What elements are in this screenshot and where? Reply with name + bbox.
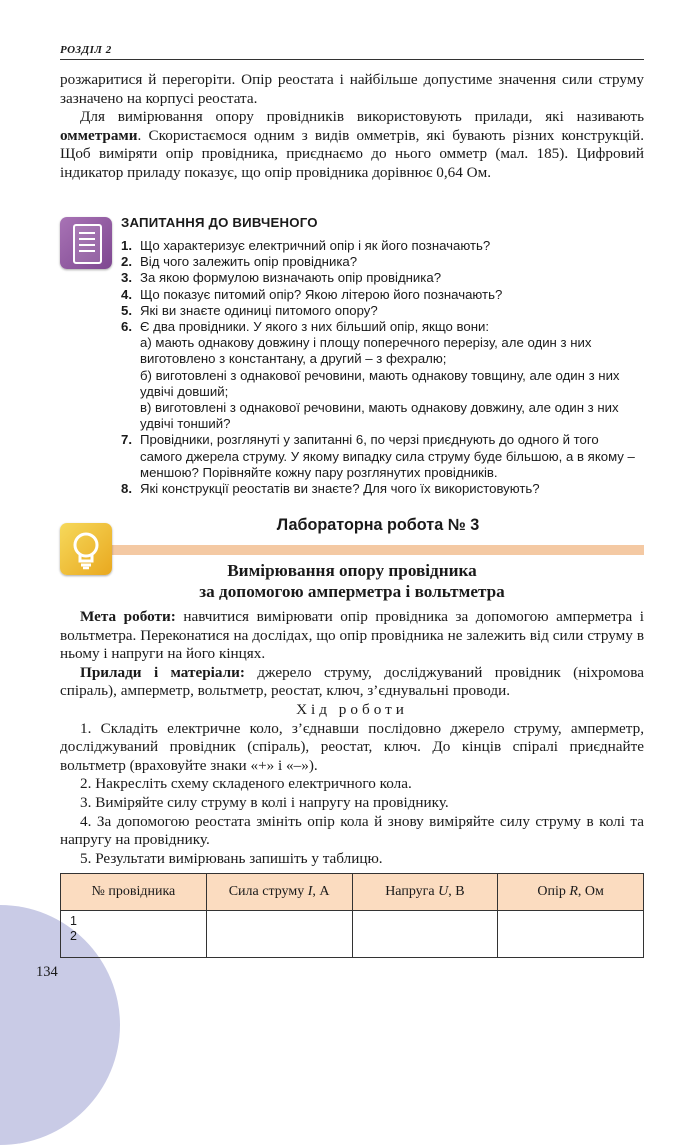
table-header-cell: Опір R, Ом: [498, 874, 644, 911]
intro-paragraph-2: [60, 108, 644, 182]
procedure-title: Хід роботи: [296, 700, 408, 718]
table-header-cell: Сила струму I, А: [206, 874, 352, 911]
question-item: 8. Які конструкції реостатів ви знаєте? Для чого їх використовують?: [121, 481, 540, 497]
table-header-cell: Напруга U, В: [352, 874, 498, 911]
term-ohmmeters: омметрами: [60, 126, 138, 144]
lab-title: Лабораторна робота № 3: [276, 516, 480, 534]
results-table: [60, 873, 644, 958]
lab-goal-text: навчитися вимірювати опір провідника за допомогою амперметра і вольтметра. Переконатися на дослідах, що опір провідника не залежить від сили струму в ньому і напруги на його кінцях.: [60, 608, 644, 663]
procedure-step: 2. Накресліть схему складеного електричного кола.: [80, 775, 412, 793]
question-sub-item: б) виготовлені з однакової речовини, мають однакову товщину, але один з них удвічі довший;: [140, 367, 620, 399]
table-row: [61, 911, 644, 958]
intro-paragraph-1: розжаритися й перегоріти. Опір реостата і найбільше допустиме значення сили струму зазначено на корпусі реостата.: [60, 71, 644, 107]
intro-p2-end: . Скористаємося одним з видів омметрів, які бувають різних конструкцій. Щоб виміряти опір провідника, приєднаємо до нього омметр (мал. 185). Цифровий індикатор приладу показує, що опір провідника дорівнює 0,64 Ом.: [60, 126, 644, 181]
question-item: 4. Що показує питомий опір? Якою літерою його позначають?: [121, 286, 503, 302]
question-sub-item: в) виготовлені з однакової речовини, мають однакову довжину, але один з них удвічі тонший?: [140, 400, 619, 432]
section-label: РОЗДІЛ 2: [60, 44, 112, 56]
lab-title-band: [112, 545, 644, 555]
question-item: 3. За якою формулою визначають опір провідника?: [121, 270, 442, 286]
table-cell: [352, 911, 498, 958]
question-sub-item: а) мають однакову довжину і площу поперечного перерізу, але один з них виготовлено з константану, а другий – з фехралю;: [140, 335, 592, 367]
table-cell: [498, 911, 644, 958]
table-cell: 1 2: [61, 911, 207, 958]
lab-goal-label: Мета роботи:: [80, 608, 176, 625]
lab-materials-text: джерело струму, досліджуваний провідник (ніхромова спіраль), амперметр, вольтметр, реостат, ключ, з’єднувальні проводи.: [60, 663, 644, 700]
lab-goal: [60, 608, 644, 664]
lab-subtitle-line1: Вимірювання опору провідника: [227, 561, 477, 580]
table-header-row: [61, 874, 644, 911]
question-item: 7. Провідники, розглянуті у запитанні 6, по черзі приєднують до одного й того самого джерела струму. У якому випадку сила струму буде більшою, а в якому – меншою? Порівняйте кожну пару розглянутих провідників.: [121, 432, 635, 480]
procedure-step: 3. Виміряйте силу струму в колі і напругу на провіднику.: [80, 793, 449, 811]
lab-materials-label: Прилади і матеріали:: [80, 663, 245, 681]
question-item: 5. Які ви знаєте одиниці питомого опору?: [121, 302, 378, 318]
page-number: 134: [36, 964, 58, 980]
intro-text: [60, 71, 644, 183]
table-cell: [206, 911, 352, 958]
lab-materials: [60, 664, 644, 701]
lab-subtitle: [60, 561, 644, 602]
procedure-step: 1. Складіть електричне коло, з’єднавши послідовно джерело струму, амперметр, досліджуваний провідник (спіраль), реостат, ключ. До кінців спіралі приєднайте вольтметр (враховуйте знаки «+» і «–»).: [60, 719, 644, 774]
procedure-step: 4. За допомогою реостата змініть опір кола й знову виміряйте силу струму в колі та напругу на провіднику.: [60, 812, 644, 849]
table-header-cell: № провідника: [61, 874, 207, 911]
section-header: [60, 44, 644, 60]
checklist-icon: [60, 217, 112, 269]
question-item: 2. Від чого залежить опір провідника?: [121, 254, 358, 270]
questions-list: [121, 238, 644, 497]
procedure-step: 5. Результати вимірювань запишіть у таблицю.: [80, 849, 383, 867]
lab-subtitle-line2: за допомогою амперметра і вольтметра: [199, 581, 505, 601]
lab-body: [60, 608, 644, 868]
questions-title: ЗАПИТАННЯ ДО ВИВЧЕНОГО: [121, 215, 318, 230]
question-item: 1. Що характеризує електричний опір і як його позначають?: [121, 238, 491, 253]
question-item: 6. Є два провідники. У якого з них більший опір, якщо вони: а) мають однакову довжину і площу поперечного перерізу, але один з них виготовлено з константану, а другий – з фехралю; б) виготовлені з однакової речовини, мають однакову товщину, але один з них удвічі довший; в) виготовлені з однакової речовини, мають однакову довжину, але один з них удвічі тонший?: [121, 319, 644, 432]
intro-p2-start: Для вимірювання опору провідників використовують прилади, які називають: [80, 108, 644, 126]
